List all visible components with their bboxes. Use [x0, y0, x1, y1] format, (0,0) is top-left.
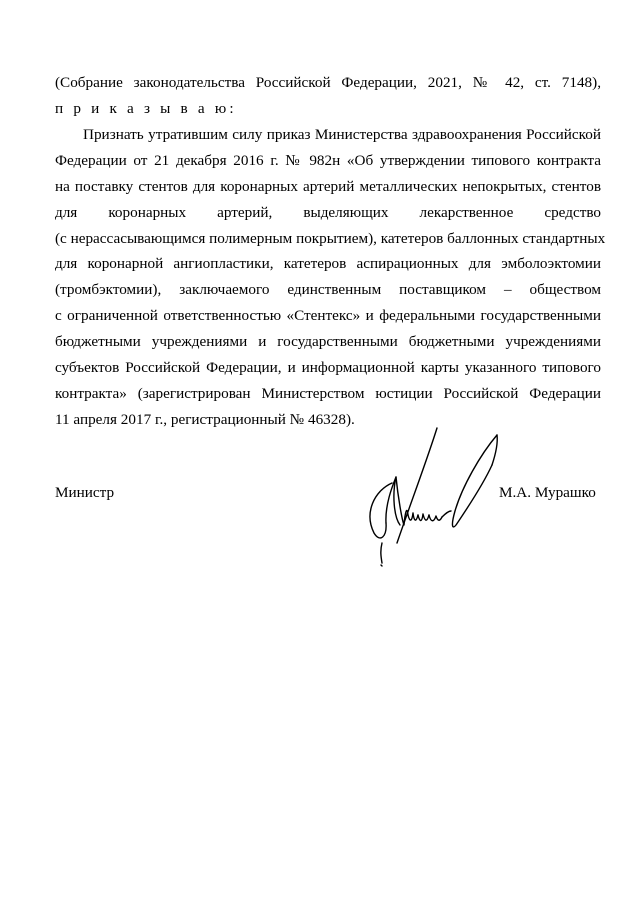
preamble [55, 70, 601, 122]
body-line: 11 апреля 2017 г., регистрационный № 46328). [55, 410, 355, 428]
order-word: п р и к а з ы в а ю: [55, 99, 237, 117]
body-line: (тромбэктомии), заключаемого единственным поставщиком – обществом [55, 281, 601, 299]
body-line: субъектов Российской Федерации, и информационной карты указанного типового [55, 359, 601, 377]
body-line: контракта» (зарегистрирован Министерством юстиции Российской Федерации [55, 384, 601, 402]
body-line: с ограниченной ответственностью «Стентекс» и федеральными государственными [55, 307, 601, 325]
preamble-line: (Собрание законодательства Российской Федерации, 2021, № 42, ст. 7148), [55, 74, 601, 91]
body-line: на поставку стентов для коронарных артерий металлических непокрытых, стентов [55, 177, 601, 195]
order-body [55, 122, 606, 433]
signature-icon [352, 425, 502, 575]
minister-title: Министр [55, 484, 115, 501]
body-line: для коронарной ангиопластики, катетеров аспирационных для эмболоэктомии [55, 255, 601, 273]
body-line: Признать утратившим силу приказ Министерства здравоохранения Российской [83, 126, 601, 143]
body-line: для коронарных артерий, выделяющих лекарственное средство [55, 203, 601, 221]
body-line: Федерации от 21 декабря 2016 г. № 982н «Об утверждении типового контракта [55, 151, 601, 169]
body-line: бюджетными учреждениями и государственными бюджетными учреждениями [55, 333, 601, 351]
minister-name: М.А. Мурашко [499, 484, 596, 501]
body-line: (с нерассасывающимся полимерным покрытием), катетеров баллонных стандартных [55, 229, 606, 247]
